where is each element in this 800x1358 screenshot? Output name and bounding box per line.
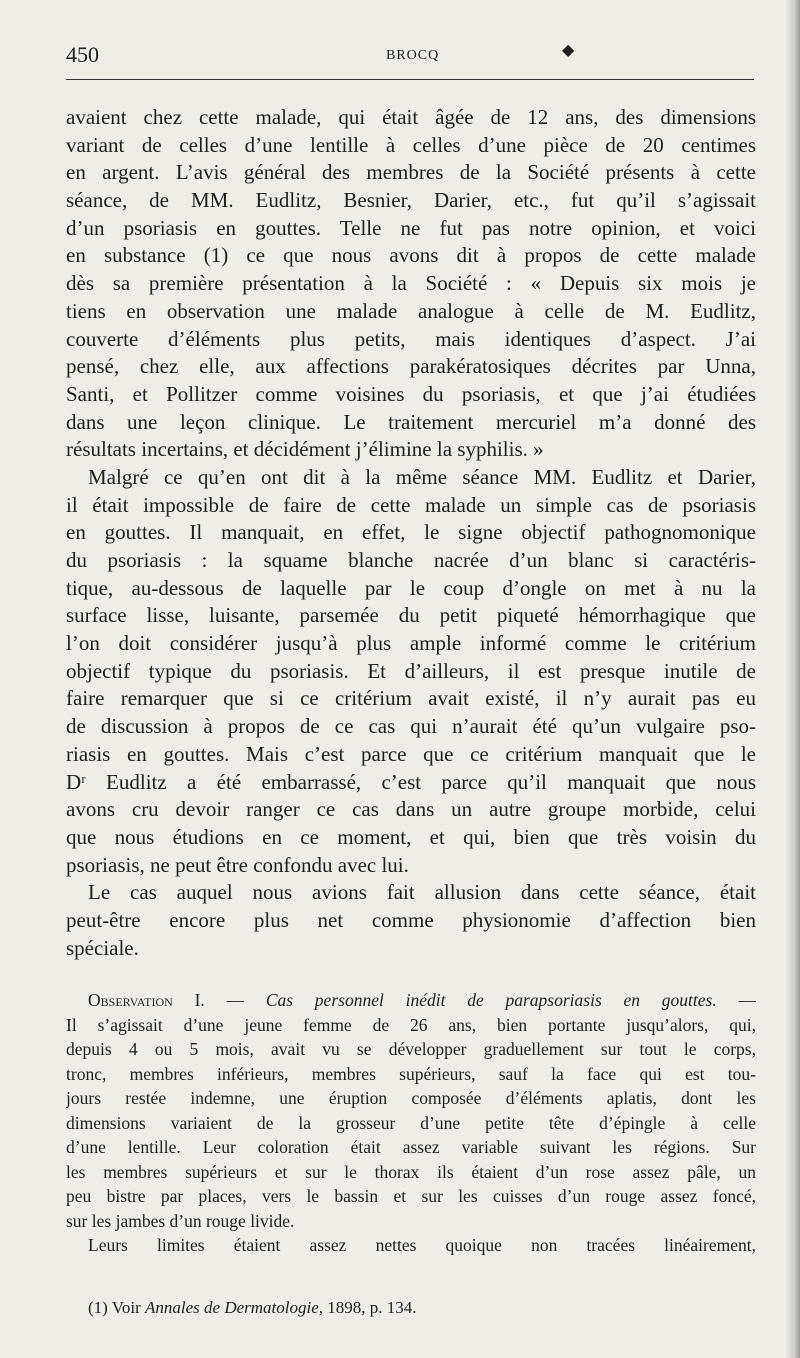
- text-line: peut-être encore plus net comme physionomie d’affection bien: [66, 907, 756, 932]
- text-line: en argent. L’avis général des membres de la Société présents à cette: [66, 160, 756, 185]
- page-edge: [786, 0, 800, 1358]
- observation-line: sur les jambes d’un rouge livide.: [66, 1210, 295, 1231]
- text-line: séance, de MM. Eudlitz, Besnier, Darier, etc., fut qu’il s’agissait: [66, 188, 756, 213]
- text-line: dans une leçon clinique. Le traitement mercuriel m’a donné des: [66, 409, 756, 434]
- text-line: objectif typique du psoriasis. Et d’ailleurs, il est presque inutile de: [66, 658, 756, 683]
- text-line: tique, au-dessous de laquelle par le coup d’ongle on met à nu la: [66, 575, 756, 600]
- text-line: tiens en observation une malade analogue à celle de M. Eudlitz,: [66, 298, 756, 323]
- text-line: Santi, et Pollitzer comme voisines du psoriasis, et que j’ai étudiées: [66, 381, 756, 406]
- page-header: [66, 38, 756, 74]
- text-line: que nous étudions en ce moment, et qui, bien que très voisin du: [66, 824, 756, 849]
- observation-title: Cas personnel inédit de parapsoriasis en gouttes.: [265, 990, 717, 1010]
- text-line: variant de celles d’une lentille à celles d’une pièce de 20 centimes: [66, 132, 756, 157]
- text-line: dès sa première présentation à la Société : « Depuis six mois je: [66, 271, 756, 296]
- text-line: faire remarquer que si ce critérium avait existé, il n’y aurait pas eu: [66, 686, 756, 711]
- running-title: BROCQ: [386, 48, 440, 63]
- observation-line: Il s’agissait d’une jeune femme de 26 ans, bien portante jusqu’alors, qui,: [66, 1014, 756, 1035]
- text-line: l’on doit considérer jusqu’à plus ample informé comme le critérium: [66, 631, 756, 656]
- text-line: Dʳ Eudlitz a été embarrassé, c’est parce qu’il manquait que nous: [66, 769, 756, 794]
- observation-line: dimensions variaient de la grosseur d’une petite tête d’épingle à celle: [66, 1112, 756, 1133]
- text-line: spéciale.: [66, 935, 139, 960]
- text-line: psoriasis, ne peut être confondu avec lui.: [66, 852, 409, 877]
- text-line: de discussion à propos de ce cas qui n’aurait été qu’un vulgaire pso-: [66, 714, 756, 739]
- text-line: couverte d’éléments plus petits, mais identiques d’aspect. J’ai: [66, 326, 756, 351]
- observation-heading: [66, 988, 756, 1013]
- footnote-prefix: (1) Voir: [88, 1298, 141, 1317]
- text-line: avaient chez cette malade, qui était âgée de 12 ans, des dimensions: [66, 105, 756, 129]
- observation-block: [66, 988, 756, 1258]
- header-rule: [66, 79, 754, 80]
- footnote: [88, 1298, 417, 1318]
- text-line: riasis en gouttes. Mais c’est parce que ce critérium manquait que le: [66, 741, 756, 766]
- main-text: [66, 104, 756, 962]
- observation-line: peu bistre par places, vers le bassin et sur les cuisses d’un rouge assez foncé,: [66, 1186, 756, 1206]
- text-line: résultats incertains, et décidément j’élimine la syphilis. »: [66, 437, 544, 462]
- footnote-journal: Annales de Dermatologie,: [145, 1298, 323, 1317]
- text-line: d’un psoriasis en gouttes. Telle ne fut pas notre opinion, et voici: [66, 215, 756, 240]
- text-line: il était impossible de faire de cette malade un simple cas de psoriasis: [66, 492, 756, 517]
- observation-dash: —: [738, 990, 756, 1010]
- page-number: 450: [66, 42, 99, 67]
- observation-line: Leurs limites étaient assez nettes quoique non tracées linéairement,: [88, 1235, 756, 1255]
- text-line: en substance (1) ce que nous avons dit à propos de cette malade: [66, 243, 756, 268]
- text-line: Le cas auquel nous avions fait allusion dans cette séance, était: [88, 880, 756, 905]
- text-line: en gouttes. Il manquait, en effet, le signe objectif pathognomonique: [66, 520, 756, 545]
- text-line: pensé, chez elle, aux affections parakératosiques décrites par Unna,: [66, 354, 756, 379]
- printer-mark-icon: ◆: [562, 42, 575, 59]
- observation-label: Observation: [88, 990, 173, 1010]
- text-line: du psoriasis : la squame blanche nacrée d’un blanc si caractéris-: [66, 548, 756, 572]
- observation-number: I. —: [194, 990, 245, 1010]
- observation-line: jours restée indemne, une éruption composée d’éléments aplatis, dont les: [66, 1088, 756, 1108]
- text-line: avons cru devoir ranger ce cas dans un autre groupe morbide, celui: [66, 797, 756, 822]
- footnote-suffix: 1898, p. 134.: [327, 1298, 417, 1317]
- text-line: Malgré ce qu’en ont dit à la même séance MM. Eudlitz et Darier,: [88, 464, 756, 489]
- observation-line: tronc, membres inférieurs, membres supérieurs, sauf la face qui est tou-: [66, 1063, 756, 1084]
- observation-line: les membres supérieurs et sur le thorax ils étaient d’un rose assez pâle, un: [66, 1161, 756, 1182]
- observation-line: depuis 4 ou 5 mois, avait vu se développer graduellement sur tout le corps,: [66, 1039, 756, 1059]
- observation-line: d’une lentille. Leur coloration était assez variable suivant les régions. Sur: [66, 1137, 756, 1157]
- text-line: surface lisse, luisante, parsemée du petit piqueté hémorrhagique que: [66, 603, 756, 628]
